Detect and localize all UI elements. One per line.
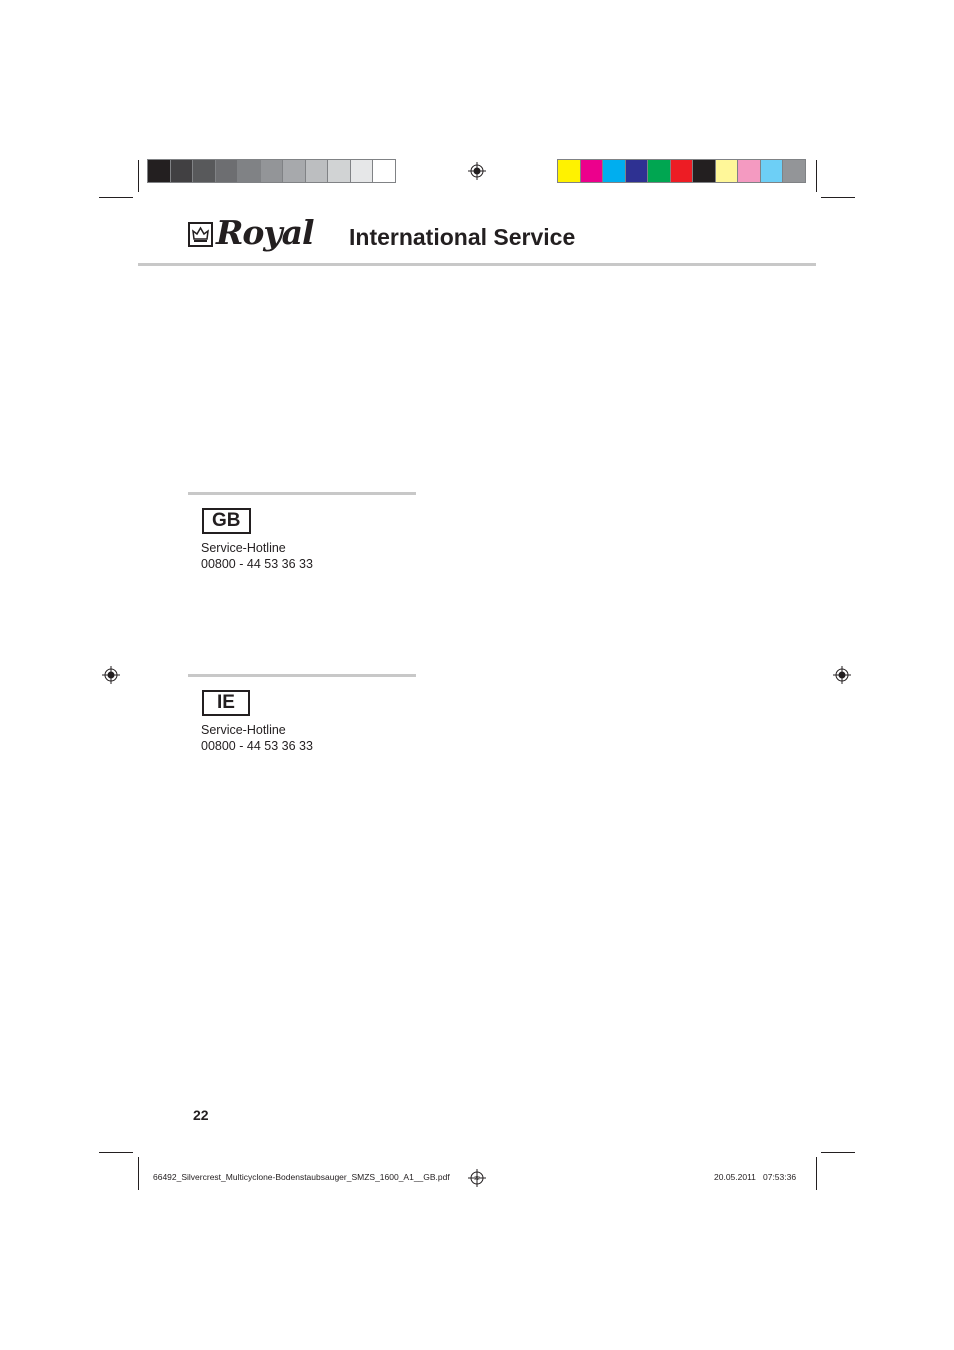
color-swatch bbox=[648, 160, 671, 182]
color-swatch bbox=[603, 160, 626, 182]
header-divider bbox=[138, 263, 816, 266]
country-code-badge: GB bbox=[202, 508, 251, 534]
color-swatch bbox=[306, 160, 329, 182]
color-swatch bbox=[351, 160, 374, 182]
hotline-label: Service-Hotline bbox=[201, 541, 286, 555]
process-color-bar bbox=[557, 159, 806, 183]
crop-mark bbox=[99, 1152, 133, 1153]
color-swatch bbox=[693, 160, 716, 182]
page-number: 22 bbox=[193, 1107, 209, 1123]
hotline-label: Service-Hotline bbox=[201, 723, 286, 737]
color-swatch bbox=[558, 160, 581, 182]
grayscale-color-bar bbox=[147, 159, 396, 183]
color-swatch bbox=[283, 160, 306, 182]
country-code-badge: IE bbox=[202, 690, 250, 716]
color-swatch bbox=[171, 160, 194, 182]
color-swatch bbox=[581, 160, 604, 182]
registration-mark-icon bbox=[468, 1169, 486, 1187]
crop-mark bbox=[816, 160, 817, 192]
brand-logo: Royal bbox=[216, 213, 314, 252]
color-swatch bbox=[761, 160, 784, 182]
registration-mark-icon bbox=[468, 162, 486, 180]
crop-mark bbox=[821, 197, 855, 198]
color-swatch bbox=[738, 160, 761, 182]
crown-logo-icon bbox=[188, 222, 213, 247]
color-swatch bbox=[193, 160, 216, 182]
crop-mark bbox=[816, 1157, 817, 1190]
crop-mark bbox=[821, 1152, 855, 1153]
crop-mark bbox=[138, 160, 139, 192]
hotline-phone: 00800 - 44 53 36 33 bbox=[201, 557, 313, 571]
page-title: International Service bbox=[349, 224, 576, 250]
registration-mark-icon bbox=[102, 666, 120, 684]
registration-mark-icon bbox=[833, 666, 851, 684]
color-swatch bbox=[148, 160, 171, 182]
crop-mark bbox=[99, 197, 133, 198]
color-swatch bbox=[373, 160, 395, 182]
color-swatch bbox=[626, 160, 649, 182]
color-swatch bbox=[261, 160, 284, 182]
crop-mark bbox=[138, 1157, 139, 1190]
color-swatch bbox=[216, 160, 239, 182]
color-swatch bbox=[783, 160, 805, 182]
hotline-phone: 00800 - 44 53 36 33 bbox=[201, 739, 313, 753]
footer-datetime: 20.05.2011 07:53:36 bbox=[714, 1172, 797, 1182]
mark-page-number: 22 bbox=[474, 1176, 480, 1182]
section-divider bbox=[188, 492, 416, 495]
color-swatch bbox=[716, 160, 739, 182]
color-swatch bbox=[328, 160, 351, 182]
color-swatch bbox=[671, 160, 694, 182]
section-divider bbox=[188, 674, 416, 677]
footer-filename: 66492_Silvercrest_Multicyclone-Bodenstaubsauger_SMZS_1600_A1__GB.pdf bbox=[153, 1172, 450, 1182]
color-swatch bbox=[238, 160, 261, 182]
